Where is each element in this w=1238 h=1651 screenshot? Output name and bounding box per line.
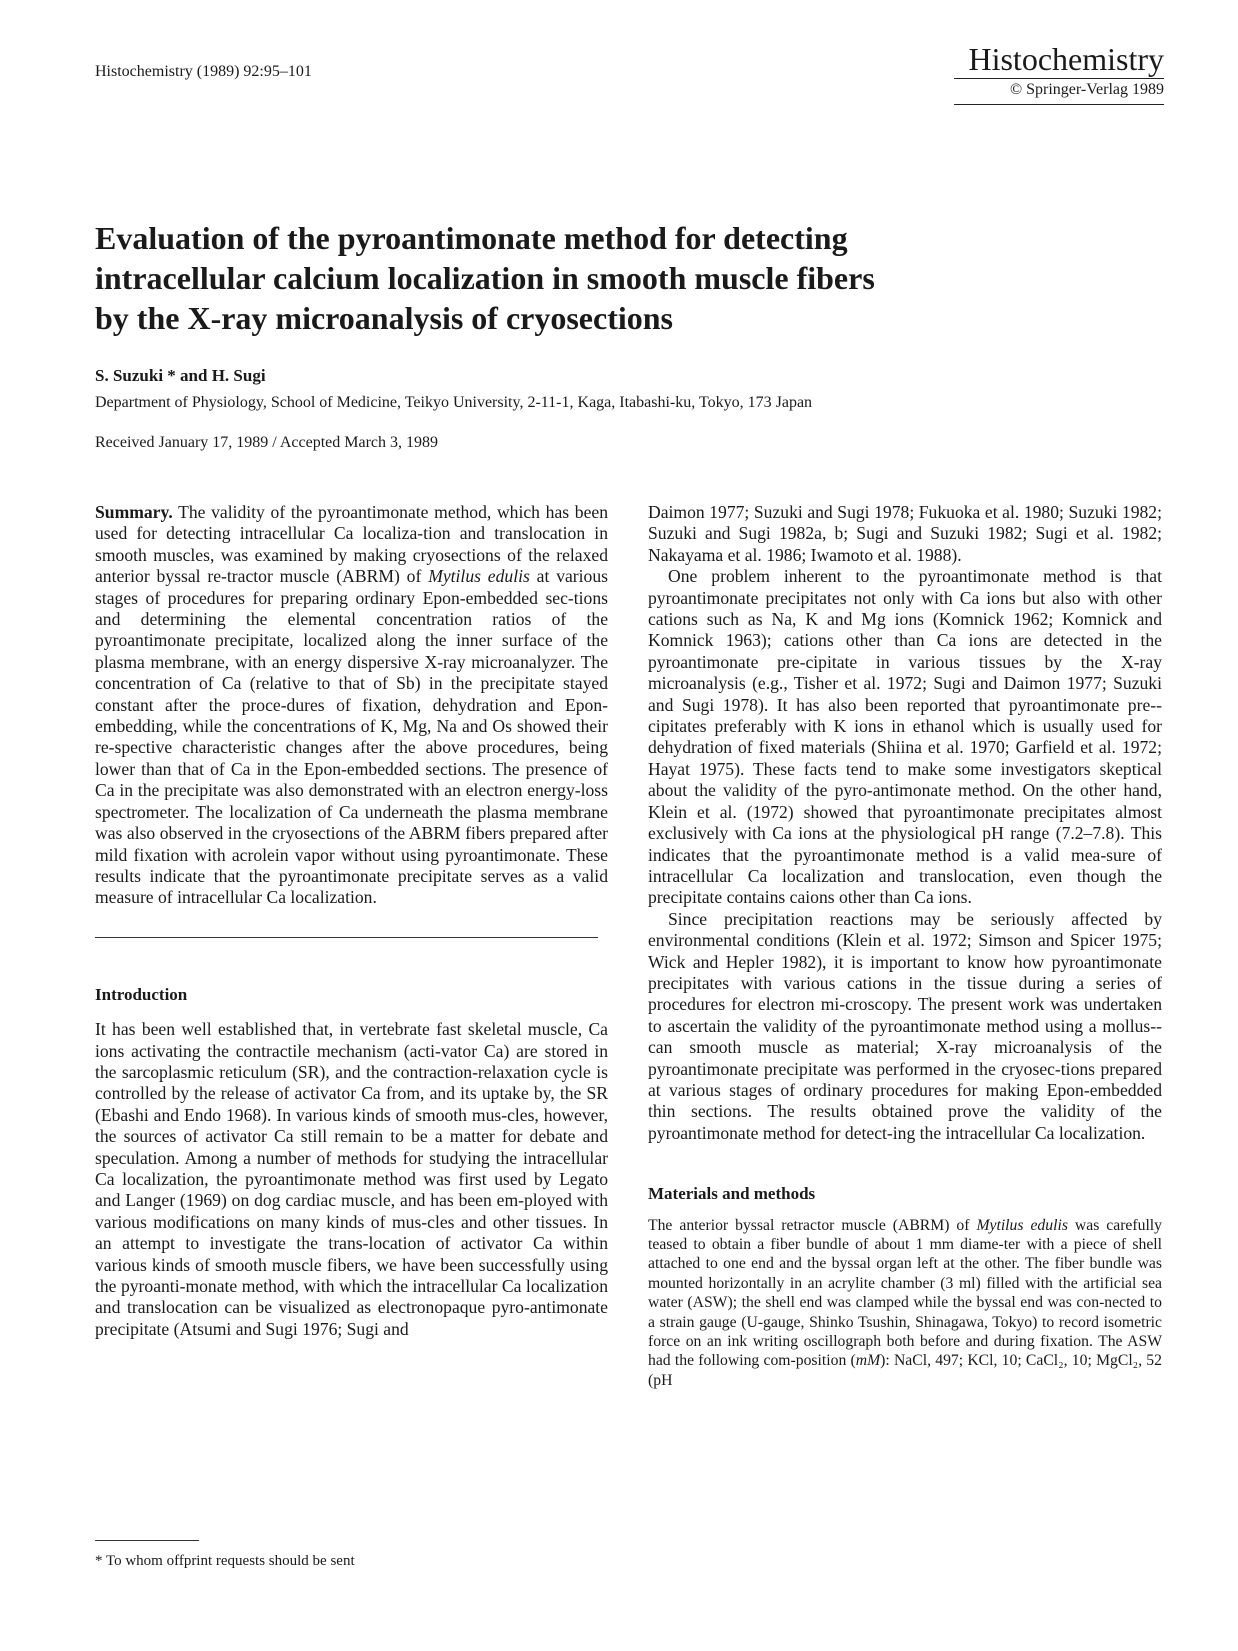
journal-name: Histochemistry — [954, 42, 1164, 79]
summary-text-2: at various stages of procedures for preparing ordinary Epon-embedded sec-tions and determining the elemental concentration ratios of the pyroantimonate precipitate, localized along the inner surface of the plasma membrane, with an energy dispersive X-ray microanalyzer. The concentration of Ca (relative to that of Sb) in the precipitate stayed constant after the proce-dures of fixation, dehydration and Epon-embedding, while the concentrations of K, Mg, Na and Os showed their re-spective characteristic changes after the above procedures, being lower than that of Ca in the Epon-embedded sections. The presence of Ca in the precipitate was also demonstrated with an electron energy-loss spectrometer. The localization of Ca underneath the plasma membrane was also observed in the cryosections of the ABRM fibers prepared after mild fixation with acrolein vapor without using pyroantimonate. These results indicate that the pyroantimonate precipitate serves as a valid measure of intracellular Ca localization. — [95, 566, 608, 908]
footnote: * To whom offprint requests should be sent — [95, 1553, 355, 1569]
summary-paragraph — [95, 502, 608, 909]
copyright-line: © Springer-Verlag 1989 — [954, 79, 1164, 105]
summary-text-1: The validity of the pyroantimonate method, which has been used for detecting intracellular Ca localiza-tion and translocation in smooth muscles, was examined by making cryosections of the relaxed anterior byssal re-tractor muscle (ABRM) of — [95, 502, 608, 587]
methods-species: Mytilus edulis — [976, 1216, 1068, 1234]
methods-text-2: was carefully teased to obtain a fiber bundle of about 1 mm diame-ter with a piece of shell attached to one end and the byssal organ left at the other. The fiber bundle was mounted horizontally in an acrylite chamber (3 ml) filled with the artificial sea water (ASW); the shell end was clamped while the byssal end was con-nected to a strain gauge (U-gauge, Shinko Tsushin, Shinagawa, Tokyo) to record isometric force on an ink writing oscillograph both before and during fixation. The ASW had the following com-position ( — [648, 1216, 1163, 1370]
summary-species: Mytilus edulis — [428, 566, 530, 587]
journal-citation: Histochemistry (1989) 92:95–101 — [95, 63, 312, 80]
summary-divider — [95, 937, 598, 938]
title-line-3: by the X-ray microanalysis of cryosections — [95, 300, 673, 336]
received-date: Received January 17, 1989 / Accepted March 3, 1989 — [95, 434, 439, 451]
article-title — [95, 218, 1095, 338]
introduction-paragraph-1-continued: Daimon 1977; Suzuki and Sugi 1978; Fukuoka et al. 1980; Suzuki 1982; Suzuki and Sugi 1982a, b; Sugi and Suzuki 1982; Sugi et al. 1982; Nakayama et al. 1986; Iwamoto et al. 1988). — [648, 502, 1162, 565]
footnote-divider — [95, 1540, 199, 1541]
methods-paragraph — [648, 1216, 1162, 1391]
methods-text-3: ): NaCl, 497; KCl, 10; CaCl₂, 10; MgCl₂, 52 (pH — [648, 1352, 1162, 1389]
title-line-1: Evaluation of the pyroantimonate method for detecting — [95, 220, 848, 256]
introduction-heading: Introduction — [95, 984, 188, 1004]
introduction-paragraph-3: Since precipitation reactions may be seriously affected by environmental conditions (Klein et al. 1972; Simson and Spicer 1975; Wick and Hepler 1982), it is important to know how pyroantimonate precipitates with various cations in the tissue during a series of procedures for electron mi-croscopy. The present work was undertaken to ascertain the validity of the pyroantimonate method using a mollus-can smooth muscle as material; X-ray microanalysis of the pyroantimonate precipitate was performed in the cryosec-tions prepared at various stages of ordinary procedures for making Epon-embedded thin sections. The results obtained prove the validity of the pyroantimonate method for detect-ing the intracellular Ca localization. — [648, 908, 1162, 1143]
journal-masthead — [954, 42, 1164, 105]
methods-heading: Materials and methods — [648, 1184, 816, 1204]
authors: S. Suzuki * and H. Sugi — [95, 366, 266, 385]
introduction-paragraph-1: It has been well established that, in vertebrate fast skeletal muscle, Ca ions activating the contractile mechanism (acti-vator Ca) are stored in the sarcoplasmic reticulum (SR), and the contraction-relaxation cycle is controlled by the release of activator Ca from, and its uptake by, the SR (Ebashi and Endo 1968). In various kinds of smooth mus-cles, however, the sources of activator Ca still remain to be a matter for debate and speculation. Among a number of methods for studying the intracellular Ca localization, the pyroantimonate method was first used by Legato and Langer (1969) on dog cardiac muscle, and has been em-ployed with various modifications on many kinds of mus-cles and other tissues. In an attempt to investigate the trans-location of activator Ca within various kinds of smooth muscle fibers, we have been successfully using the pyroanti-monate method, with which the intracellular Ca localization and translocation can be visualized as electronopaque pyro-antimonate precipitate (Atsumi and Sugi 1976; Sugi and — [95, 1019, 608, 1339]
methods-text-1: The anterior byssal retractor muscle (ABRM) of — [648, 1216, 977, 1234]
title-line-2: intracellular calcium localization in smooth muscle fibers — [95, 260, 875, 296]
methods-unit: mM — [855, 1352, 881, 1370]
affiliation: Department of Physiology, School of Medicine, Teikyo University, 2-11-1, Kaga, Itabashi-ku, Tokyo, 173 Japan — [95, 394, 813, 411]
right-column — [648, 502, 1162, 1390]
left-column — [95, 502, 608, 1340]
introduction-paragraph-2: One problem inherent to the pyroantimonate method is that pyroantimonate precipitates not only with Ca ions but also with other cations such as Na, K and Mg ions (Komnick 1962; Komnick and Komnick 1963); cations other than Ca ions are detected in the pyroantimonate pre-cipitate in various tissues by the X-ray microanalysis (e.g., Tisher et al. 1972; Sugi and Daimon 1977; Suzuki and Sugi 1978). It has also been reported that pyroantimonate pre-cipitates preferably with K ions in ethanol which is usually used for dehydration of fixed materials (Shiina et al. 1970; Garfield et al. 1972; Hayat 1975). These facts tend to make some investigators skeptical about the validity of the pyro-antimonate method. On the other hand, Klein et al. (1972) showed that pyroantimonate precipitates almost exclusively with Ca ions at the physiological pH range (7.2–7.8). This indicates that the pyroantimonate method is a valid mea-sure of intracellular Ca localization and translocation, even though the precipitate contains caions other than Ca ions. — [648, 566, 1162, 908]
summary-label: Summary. — [95, 502, 173, 522]
